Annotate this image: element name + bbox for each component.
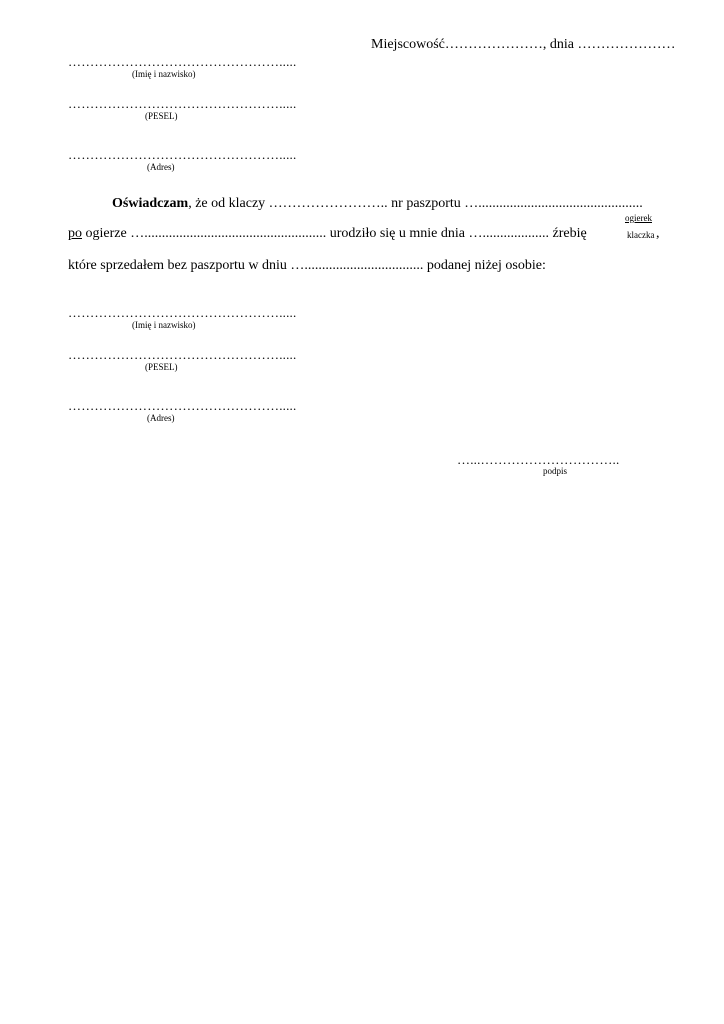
signature-caption: podpis — [543, 466, 568, 476]
statement-line-1 — [112, 196, 643, 212]
statement-keyword: Oświadczam — [112, 196, 189, 211]
statement-line-2 — [68, 226, 587, 242]
seller-address-field[interactable]: …………………………………………..... — [68, 147, 297, 162]
signature-field[interactable]: …...………………………….. — [457, 452, 620, 467]
statement-line-3: które sprzedałem bez paszportu w dniu ….................................. podanej niżej osobie: — [68, 258, 546, 273]
statement-line-2-comma: , — [656, 226, 660, 241]
buyer-address-field[interactable]: …………………………………………..... — [68, 398, 297, 413]
place-date-line: Miejscowość…………………, dnia ………………… — [371, 37, 676, 52]
buyer-name-field[interactable]: …………………………………………..... — [68, 305, 297, 320]
buyer-address-caption: (Adres) — [147, 413, 175, 423]
statement-line-2-text: ogierze ….................................................... urodziło się u mnie dnia …................... źrebię — [82, 226, 587, 241]
buyer-pesel-caption: (PESEL) — [145, 362, 178, 372]
statement-po: po — [68, 226, 82, 241]
seller-pesel-field[interactable]: …………………………………………..... — [68, 96, 297, 111]
seller-pesel-caption: (PESEL) — [145, 111, 178, 121]
statement-line-1-text: , że od klaczy …………………….. nr paszportu …............................................... — [188, 196, 643, 211]
seller-address-caption: (Adres) — [147, 162, 175, 172]
buyer-pesel-field[interactable]: …………………………………………..... — [68, 347, 297, 362]
option-ogierek: ogierek — [625, 213, 652, 223]
buyer-name-caption: (Imię i nazwisko) — [132, 320, 196, 330]
option-klaczka: klaczka — [627, 230, 655, 240]
seller-name-caption: (Imię i nazwisko) — [132, 69, 196, 79]
seller-name-field[interactable]: …………………………………………..... — [68, 54, 297, 69]
